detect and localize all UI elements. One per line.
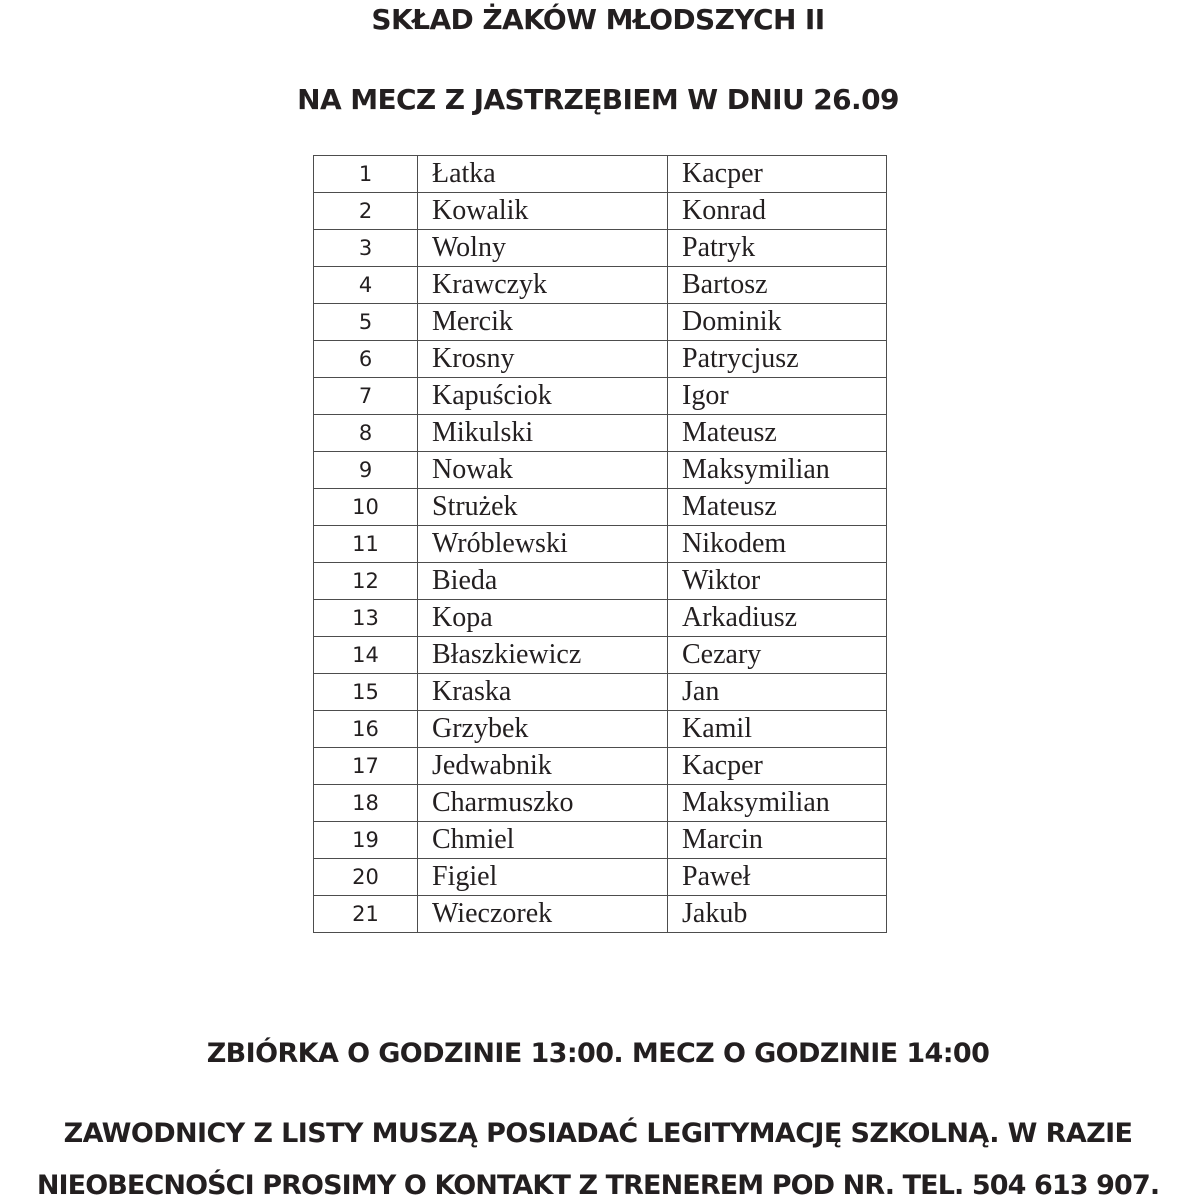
table-row bbox=[314, 563, 887, 600]
player-number: 14 bbox=[314, 637, 418, 674]
table-row bbox=[314, 526, 887, 563]
player-first-name: Patryk bbox=[668, 230, 887, 267]
player-number: 21 bbox=[314, 896, 418, 933]
table-row bbox=[314, 156, 887, 193]
table-row bbox=[314, 267, 887, 304]
player-first-name: Arkadiusz bbox=[668, 600, 887, 637]
player-number: 1 bbox=[314, 156, 418, 193]
player-surname: Krosny bbox=[418, 341, 668, 378]
player-surname: Figiel bbox=[418, 859, 668, 896]
player-first-name: Wiktor bbox=[668, 563, 887, 600]
player-first-name: Marcin bbox=[668, 822, 887, 859]
player-first-name: Bartosz bbox=[668, 267, 887, 304]
player-number: 6 bbox=[314, 341, 418, 378]
roster-body bbox=[314, 156, 887, 933]
player-number: 11 bbox=[314, 526, 418, 563]
player-first-name: Maksymilian bbox=[668, 452, 887, 489]
table-row bbox=[314, 859, 887, 896]
player-surname: Chmiel bbox=[418, 822, 668, 859]
player-first-name: Mateusz bbox=[668, 489, 887, 526]
player-first-name: Kacper bbox=[668, 156, 887, 193]
player-number: 13 bbox=[314, 600, 418, 637]
table-row bbox=[314, 711, 887, 748]
player-first-name: Igor bbox=[668, 378, 887, 415]
player-surname: Charmuszko bbox=[418, 785, 668, 822]
player-first-name: Mateusz bbox=[668, 415, 887, 452]
schedule-info: ZBIÓRKA O GODZINIE 13:00. MECZ O GODZINIE 14:00 bbox=[206, 1038, 990, 1069]
player-number: 20 bbox=[314, 859, 418, 896]
player-surname: Błaszkiewicz bbox=[418, 637, 668, 674]
player-first-name: Kamil bbox=[668, 711, 887, 748]
player-surname: Kowalik bbox=[418, 193, 668, 230]
player-surname: Łatka bbox=[418, 156, 668, 193]
player-number: 7 bbox=[314, 378, 418, 415]
player-surname: Wróblewski bbox=[418, 526, 668, 563]
player-number: 16 bbox=[314, 711, 418, 748]
player-number: 8 bbox=[314, 415, 418, 452]
player-surname: Mercik bbox=[418, 304, 668, 341]
player-number: 15 bbox=[314, 674, 418, 711]
table-row bbox=[314, 230, 887, 267]
table-row bbox=[314, 748, 887, 785]
player-first-name: Konrad bbox=[668, 193, 887, 230]
player-first-name: Kacper bbox=[668, 748, 887, 785]
player-surname: Jedwabnik bbox=[418, 748, 668, 785]
player-first-name: Paweł bbox=[668, 859, 887, 896]
match-subtitle: NA MECZ Z JASTRZĘBIEM W DNIU 26.09 bbox=[297, 83, 899, 116]
player-surname: Krawczyk bbox=[418, 267, 668, 304]
player-surname: Bieda bbox=[418, 563, 668, 600]
notice-line-2: NIEOBECNOŚCI PROSIMY O KONTAKT Z TRENEREM POD NR. TEL. 504 613 907. bbox=[36, 1170, 1160, 1201]
player-surname: Wolny bbox=[418, 230, 668, 267]
player-surname: Mikulski bbox=[418, 415, 668, 452]
player-first-name: Cezary bbox=[668, 637, 887, 674]
player-number: 5 bbox=[314, 304, 418, 341]
roster-table bbox=[313, 155, 887, 933]
player-surname: Grzybek bbox=[418, 711, 668, 748]
player-number: 10 bbox=[314, 489, 418, 526]
player-first-name: Jan bbox=[668, 674, 887, 711]
player-number: 18 bbox=[314, 785, 418, 822]
player-number: 2 bbox=[314, 193, 418, 230]
table-row bbox=[314, 452, 887, 489]
table-row bbox=[314, 415, 887, 452]
table-row bbox=[314, 341, 887, 378]
table-row bbox=[314, 193, 887, 230]
player-surname: Wieczorek bbox=[418, 896, 668, 933]
player-surname: Kapuściok bbox=[418, 378, 668, 415]
table-row bbox=[314, 674, 887, 711]
table-row bbox=[314, 304, 887, 341]
table-row bbox=[314, 378, 887, 415]
player-surname: Nowak bbox=[418, 452, 668, 489]
player-number: 17 bbox=[314, 748, 418, 785]
table-row bbox=[314, 489, 887, 526]
player-number: 3 bbox=[314, 230, 418, 267]
table-row bbox=[314, 822, 887, 859]
player-surname: Kraska bbox=[418, 674, 668, 711]
table-row bbox=[314, 600, 887, 637]
player-first-name: Nikodem bbox=[668, 526, 887, 563]
player-surname: Strużek bbox=[418, 489, 668, 526]
table-row bbox=[314, 637, 887, 674]
player-first-name: Maksymilian bbox=[668, 785, 887, 822]
player-number: 12 bbox=[314, 563, 418, 600]
player-number: 9 bbox=[314, 452, 418, 489]
player-first-name: Dominik bbox=[668, 304, 887, 341]
document-title: SKŁAD ŻAKÓW MŁODSZYCH II bbox=[371, 3, 825, 36]
player-number: 4 bbox=[314, 267, 418, 304]
table-row bbox=[314, 896, 887, 933]
player-first-name: Patrycjusz bbox=[668, 341, 887, 378]
table-row bbox=[314, 785, 887, 822]
player-number: 19 bbox=[314, 822, 418, 859]
notice-line-1: ZAWODNICY Z LISTY MUSZĄ POSIADAĆ LEGITYMACJĘ SZKOLNĄ. W RAZIE bbox=[63, 1118, 1133, 1149]
player-surname: Kopa bbox=[418, 600, 668, 637]
player-first-name: Jakub bbox=[668, 896, 887, 933]
